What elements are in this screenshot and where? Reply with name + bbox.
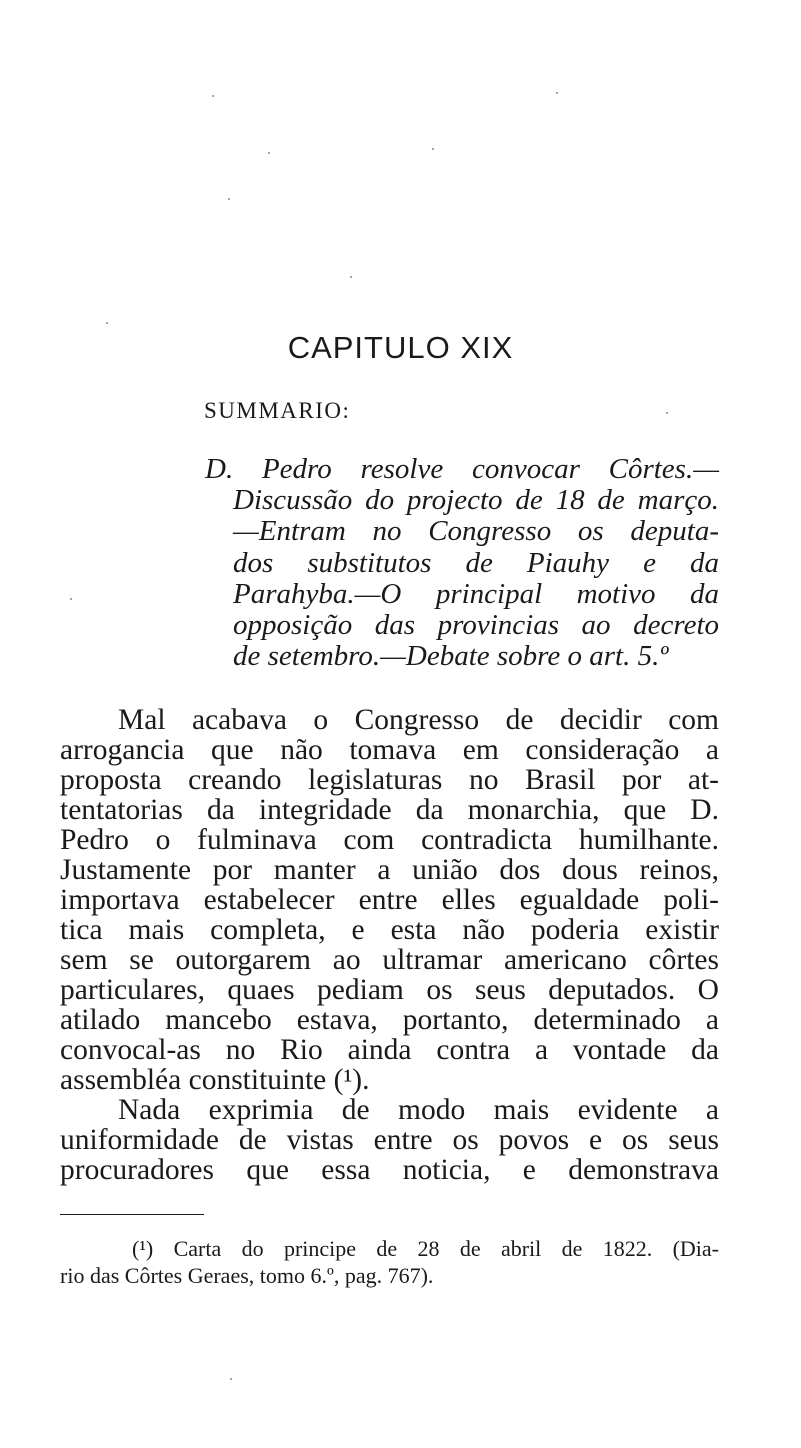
body-line: assembléa constituinte (¹). [60, 1064, 370, 1096]
body-line: convocal-as no Rio ainda contra a vontade da [60, 1034, 719, 1066]
body-line: arrogancia que não tomava em consideração a [60, 734, 719, 766]
summary-block [205, 454, 719, 672]
footnote [60, 1235, 719, 1289]
body-line: atilado mancebo estava, portanto, determinado a [60, 1004, 719, 1036]
footnote-line: (¹) Carta do principe de 28 de abril de 1822. (Dia- [132, 1236, 719, 1261]
scan-speck [666, 412, 668, 414]
body-line: Mal acabava o Congresso de decidir com [118, 704, 719, 736]
footnote-line: rio das Côrtes Geraes, tomo 6.º, pag. 767). [60, 1263, 434, 1288]
body-line: uniformidade de vistas entre os povos e os seus [60, 1124, 719, 1156]
summary-label: SUMMARIO: [204, 398, 351, 423]
scan-speck [106, 322, 108, 324]
scan-speck [70, 598, 72, 600]
body-line: tentatorias da integridade da monarchia, que D. [60, 794, 719, 826]
body-line: Pedro o fulminava com contradicta humilhante. [60, 824, 719, 856]
body-line: procuradores que essa noticia, e demonstrava [60, 1154, 719, 1186]
summary-line: de setembro.—Debate sobre o art. 5.º [233, 640, 669, 673]
scan-speck [230, 1378, 232, 1380]
summary-line: Discussão do projecto de 18 de março. [233, 484, 719, 517]
summary-line: Parahyba.—O principal motivo da [233, 577, 719, 610]
summary-line: D. Pedro resolve convocar Côrtes.— [205, 453, 719, 485]
scan-speck [432, 148, 434, 150]
scan-speck [228, 198, 230, 200]
scan-speck [268, 152, 270, 154]
scan-speck [212, 95, 214, 97]
body-line: tica mais completa, e esta não poderia existir [60, 914, 719, 946]
footnote-divider [60, 1214, 204, 1215]
body-line: importava estabelecer entre elles egualdade poli- [60, 884, 719, 916]
body-line: particulares, quaes pediam os seus deputados. O [60, 974, 719, 1006]
scan-speck [350, 276, 352, 278]
body-line: Nada exprimia de modo mais evidente a [118, 1094, 719, 1126]
chapter-title: CAPITULO XIX [287, 330, 514, 365]
body-line: proposta creando legislaturas no Brasil por at- [60, 764, 719, 796]
summary-line: opposição das provincias ao decreto [233, 609, 719, 642]
summary-line: dos substitutos de Piauhy e da [233, 546, 719, 579]
summary-line: —Entram no Congresso os deputa- [233, 515, 719, 548]
body-line: Justamente por manter a união dos dous reinos, [60, 854, 719, 886]
scan-speck [556, 92, 558, 94]
body-text [60, 705, 719, 1185]
body-line: sem se outorgarem ao ultramar americano côrtes [60, 944, 719, 976]
